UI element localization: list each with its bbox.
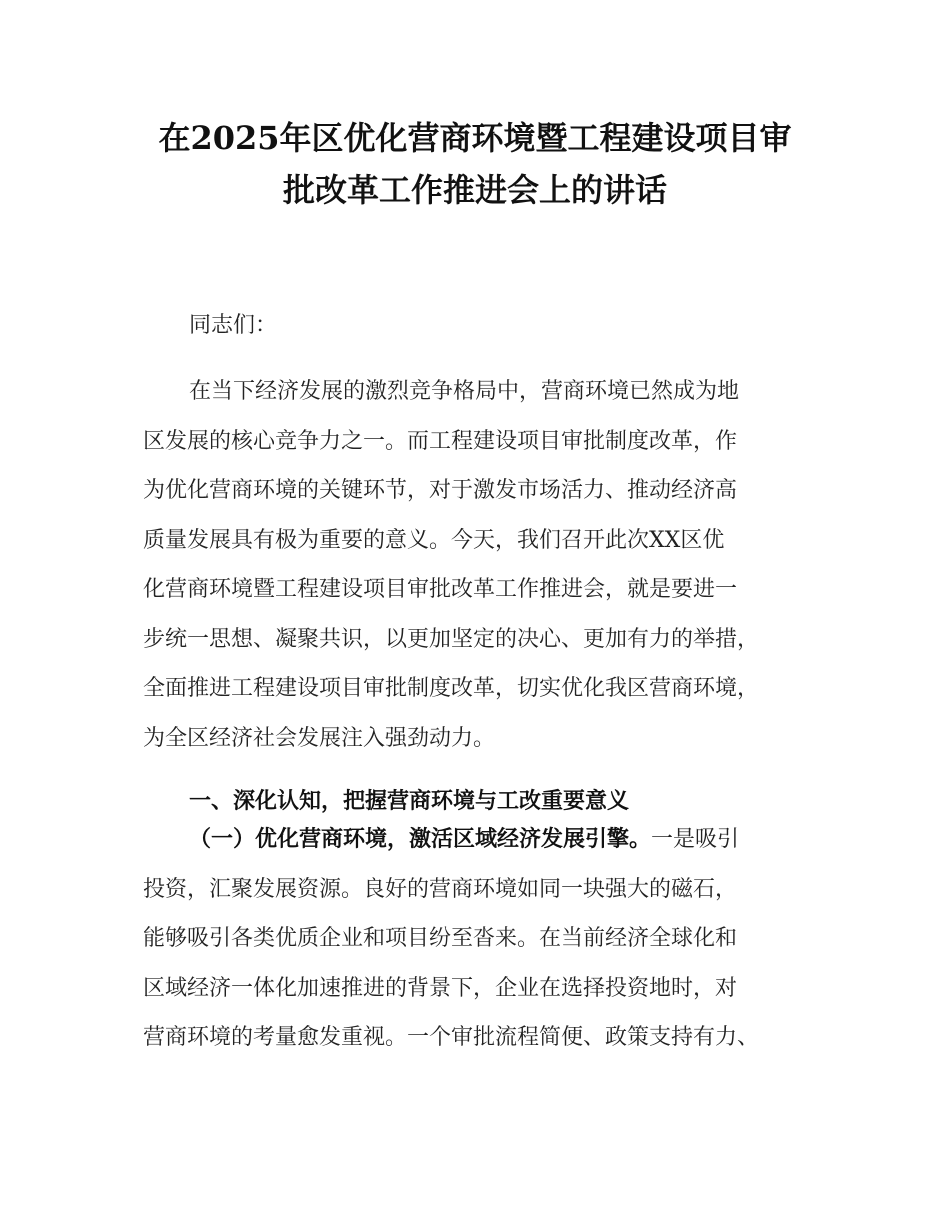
subsection-line-2: 投资，汇聚发展资源。良好的营商环境如同一块强大的磁石， [143,876,738,902]
document-title [100,112,850,216]
subsection-line-1-rest: 一是吸引 [651,827,740,852]
intro-paragraph [143,367,823,763]
subsection-line-5: 营商环境的考量愈发重视。一个审批流程简便、政策支持有力、 [143,1025,760,1050]
subsection-heading: （一）优化营商环境，激活区域经济发展引擎。 [189,826,652,852]
salutation: 同志们： [189,313,278,338]
intro-line-1: 在当下经济发展的激烈竞争格局中，营商环境已然成为地 [189,379,740,404]
subsection-line-1 [143,815,823,865]
subsection-line-4: 区域经济一体化加速推进的背景下，企业在选择投资地时，对 [143,975,738,1001]
intro-line-8: 为全区经济社会发展注入强劲动力。 [143,725,496,751]
section-heading-1: 一、深化认知，把握营商环境与工改重要意义 [189,788,630,814]
intro-line-6: 步统一思想、凝聚共识，以更加坚定的决心、更加有力的举措， [143,626,760,652]
intro-line-4: 质量发展具有极为重要的意义。今天，我们召开此次XX区优 [143,527,725,553]
intro-line-3: 为优化营商环境的关键环节，对于激发市场活力、推动经济高 [143,478,738,503]
intro-line-5: 化营商环境暨工程建设项目审批改革工作推进会，就是要进一 [143,577,738,602]
title-line-1: 在2025年区优化营商环境暨工程建设项目审 [158,119,792,157]
subsection-line-3: 能够吸引各类优质企业和项目纷至沓来。在当前经济全球化和 [143,926,738,951]
title-line-2: 批改革工作推进会上的讲话 [282,171,667,209]
intro-line-7: 全面推进工程建设项目审批制度改革，切实优化我区营商环境， [143,676,760,701]
intro-line-2: 区发展的核心竞争力之一。而工程建设项目审批制度改革，作 [143,428,738,454]
subsection-paragraph-1 [143,815,823,1063]
